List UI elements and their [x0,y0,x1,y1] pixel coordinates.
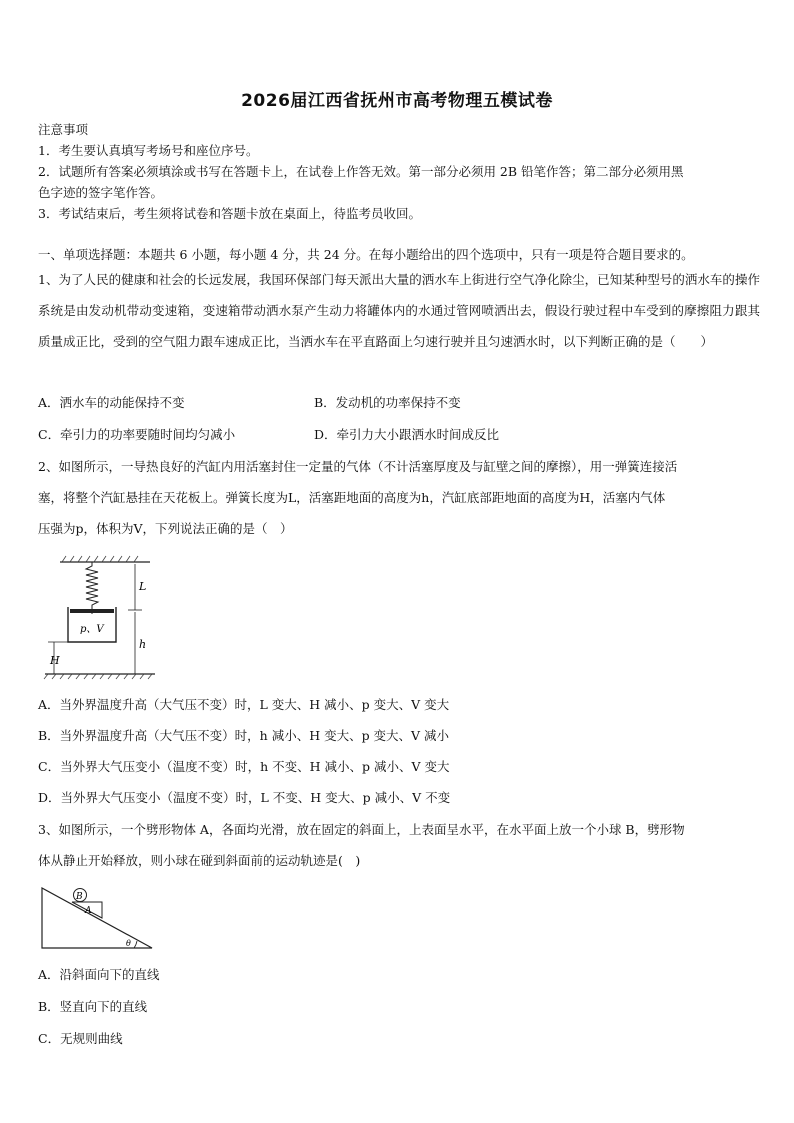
q2-stem-line2: 塞，将整个汽缸悬挂在天花板上。弹簧长度为L，活塞距地面的高度为h，汽缸底部距地面的高度为H，活塞内气体 [38,490,666,505]
wedge-incline-figure [38,884,158,954]
ceiling-hatch [62,556,138,562]
notice-item-1: 1．考生要认真填写考场号和座位序号。 [38,143,259,158]
q2-option-c: C．当外界大气压变小（温度不变）时，h 不变、H 减小、p 减小、V 变大 [38,759,450,774]
notice-item-3: 3．考试结束后，考生须将试卷和答题卡放在桌面上，待监考员收回。 [38,206,421,221]
notice-heading: 注意事项 [38,122,89,137]
notice-item-2-cont: 色字迹的签字笔作答。 [38,185,164,200]
notice-item-2: 2．试题所有答案必须填涂或书写在答题卡上，在试卷上作答无效。第一部分必须用 2B 铅笔作答；第二部分必须用黑 [38,164,684,179]
q1-stem: 1、为了人民的健康和社会的长远发展，我国环保部门每天派出大量的洒水车上街进行空气净化除尘，已知某种型号的洒水车的操作系统是由发动机带动变速箱，变速箱带动洒水泵产生动力将罐体内的水通过管网喷洒出去，假设行驶过程中车受到的摩擦阻力跟其质量成正比，受到的空气阻力跟车速成正比，当洒水车在平直路面上匀速行驶并且匀速洒水时，以下判断正确的是（ ） [38,272,760,349]
q3-stem-line2: 体从静止开始释放，则小球在碰到斜面前的运动轨迹是( ) [38,853,361,868]
q3-option-a: A．沿斜面向下的直线 [38,967,160,982]
q3-option-b: B．竖直向下的直线 [38,999,148,1014]
label-pv: p、V [80,624,104,635]
spring [86,562,98,609]
q1-option-c: C．牵引力的功率要随时间均匀减小 [38,427,236,442]
section-heading: 一、单项选择题：本题共 6 小题，每小题 4 分，共 24 分。在每小题给出的四个选项中，只有一项是符合题目要求的。 [38,247,694,262]
q2-option-b: B．当外界温度升高（大气压不变）时，h 减小、H 变大、p 变大、V 减小 [38,728,450,743]
q1-option-b: B．发动机的功率保持不变 [314,395,461,410]
q3-option-c: C．无规则曲线 [38,1031,123,1046]
q2-option-a: A．当外界温度升高（大气压不变）时，L 变大、H 减小、p 变大、V 变大 [38,697,450,712]
label-l: L [139,580,147,593]
cylinder-spring-figure [40,552,160,682]
page-title: 2026届江西省抚州市高考物理五模试卷 [241,91,553,111]
incline [42,888,152,948]
q1-option-d: D．牵引力大小跟洒水时间成反比 [314,427,500,442]
label-theta: θ [126,939,131,948]
q2-stem-line1: 2、如图所示，一导热良好的汽缸内用活塞封住一定量的气体（不计活塞厚度及与缸壁之间的摩擦），用一弹簧连接活 [38,459,678,474]
q2-stem-line3: 压强为p，体积为V，下列说法正确的是（ ） [38,521,293,536]
label-a: A [85,906,92,916]
q2-option-d: D．当外界大气压变小（温度不变）时，L 不变、H 变大、p 减小、V 不变 [38,790,451,805]
theta-arc [134,941,137,948]
label-b: B [76,892,83,902]
label-h: h [139,638,147,651]
label-big-h: H [50,654,60,667]
q1-option-a: A．洒水车的动能保持不变 [38,395,185,410]
q3-stem-line1: 3、如图所示，一个劈形物体 A，各面均光滑，放在固定的斜面上，上表面呈水平，在水平面上放一个小球 B，劈形物 [38,822,685,837]
piston [70,609,114,613]
ground-hatch [44,674,152,679]
